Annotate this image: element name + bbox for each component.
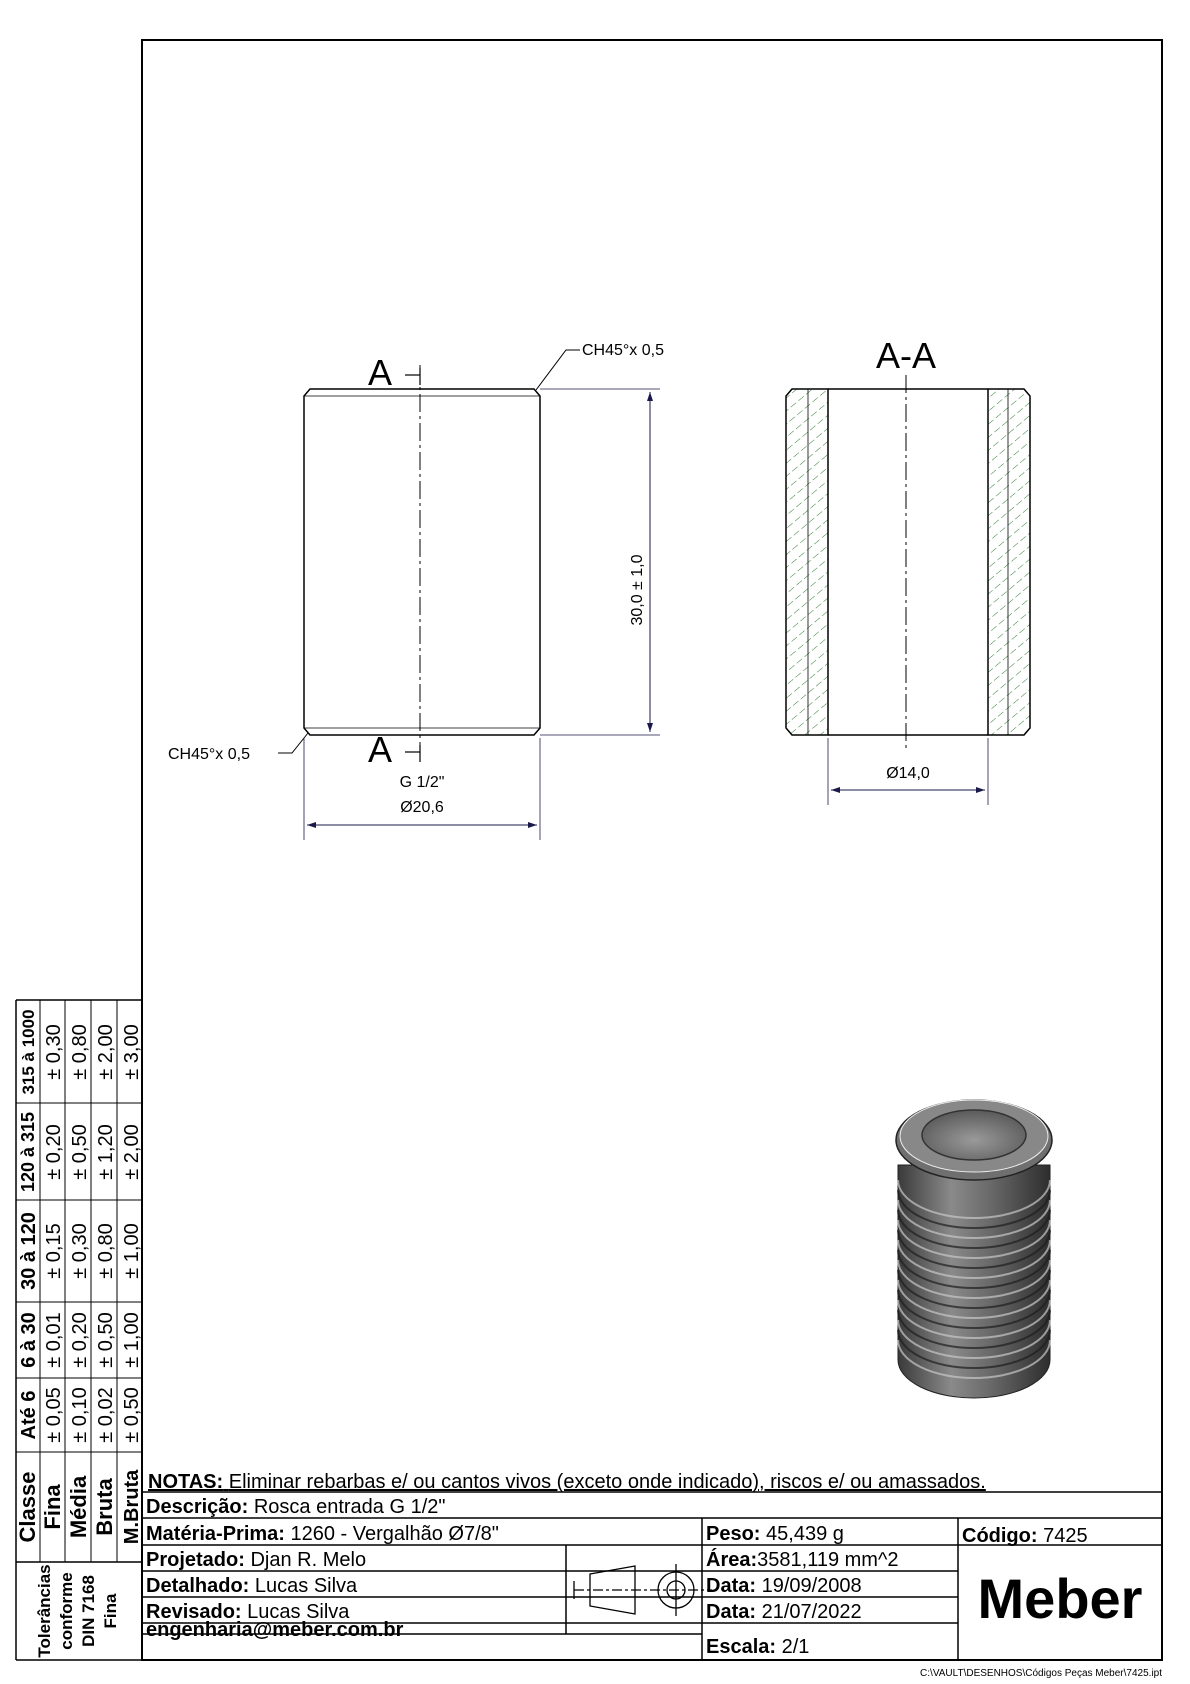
data-created-row: Data: 19/09/2008 — [706, 1575, 862, 1597]
tol-value: ± 0,80 — [95, 1223, 117, 1279]
tol-value: ± 0,10 — [69, 1387, 91, 1443]
notas-row: NOTAS: Eliminar rebarbas e/ ou cantos vivos (exceto onde indicado), riscos e/ ou amassados. — [148, 1471, 986, 1493]
tol-side-label-2: conforme — [57, 1572, 76, 1650]
tol-range-label: 315 à 1000 — [19, 1009, 38, 1095]
email-text: engenharia@meber.com.br — [146, 1619, 404, 1641]
peso-row: Peso: 45,439 g — [706, 1523, 844, 1545]
tol-value: ± 0,50 — [121, 1387, 143, 1443]
tol-value: ± 0,02 — [95, 1387, 117, 1443]
inner-diameter-text: Ø14,0 — [886, 765, 930, 782]
company-logo: Meber — [977, 1567, 1143, 1630]
tol-value: ± 2,00 — [121, 1124, 143, 1180]
tol-value: ± 3,00 — [121, 1024, 143, 1080]
tol-classe-header: Classe — [15, 1471, 40, 1543]
tol-side-label-3: DIN 7168 — [79, 1575, 98, 1647]
tol-side-label-1: Tolerâncias — [35, 1564, 54, 1658]
tol-value: ± 1,00 — [121, 1223, 143, 1279]
tol-value: ± 1,00 — [121, 1312, 143, 1368]
tol-value: ± 0,50 — [69, 1124, 91, 1180]
tol-value: ± 0,50 — [95, 1312, 117, 1368]
height-dim-text: 30,0 ± 1,0 — [629, 554, 646, 626]
escala-row: Escala: 2/1 — [706, 1636, 810, 1658]
section-title: A-A — [875, 335, 937, 376]
thread-label: G 1/2" — [399, 774, 445, 791]
projetado-row: Projetado: Djan R. Melo — [146, 1549, 367, 1571]
revisado-row: Revisado: Lucas Silva — [146, 1601, 350, 1623]
isometric-view — [896, 1100, 1052, 1398]
tol-value: ± 0,20 — [43, 1124, 65, 1180]
tol-range-label: 120 à 315 — [18, 1111, 38, 1193]
tol-value: ± 0,05 — [43, 1387, 65, 1443]
section-marker-bottom: A — [368, 729, 393, 770]
descricao-row: Descrição: Rosca entrada G 1/2" — [146, 1496, 446, 1518]
data-revised-row: Data: 21/07/2022 — [706, 1601, 862, 1623]
chamfer-bottom-label: CH45°x 0,5 — [168, 746, 250, 763]
codigo-row: Código: 7425 — [962, 1525, 1088, 1547]
file-path: C:\VAULT\DESENHOS\Códigos Peças Meber\7425.ipt — [920, 1668, 1162, 1679]
tol-value: ± 0,01 — [43, 1312, 65, 1368]
tol-range-label: Até 6 — [18, 1390, 40, 1440]
tol-value: ± 0,80 — [69, 1024, 91, 1080]
tol-class-fina: Fina — [40, 1484, 65, 1530]
tol-value: ± 2,00 — [95, 1024, 117, 1080]
tol-value: ± 1,20 — [95, 1124, 117, 1180]
tol-value: ± 0,15 — [43, 1223, 65, 1279]
tol-range-label: 30 à 120 — [18, 1212, 40, 1290]
tol-class-bruta: Bruta — [92, 1478, 117, 1536]
chamfer-top-label: CH45°x 0,5 — [582, 342, 664, 359]
section-view — [786, 335, 1030, 805]
front-view — [168, 342, 664, 840]
outer-diameter-text: Ø20,6 — [400, 799, 444, 816]
tol-class-mbruta: M.Bruta — [121, 1469, 143, 1545]
title-block — [142, 1471, 1162, 1679]
tol-side-label-4: Fina — [101, 1593, 120, 1629]
sheet-border — [142, 40, 1162, 1660]
tol-value: ± 0,30 — [43, 1024, 65, 1080]
section-marker-top: A — [368, 352, 393, 393]
tol-class-media: Média — [66, 1475, 91, 1539]
area-row: Área:3581,119 mm^2 — [706, 1549, 899, 1571]
materia-prima-row: Matéria-Prima: 1260 - Vergalhão Ø7/8" — [146, 1523, 499, 1545]
tol-range-label: 6 à 30 — [18, 1312, 40, 1368]
projection-symbol-icon — [574, 1564, 712, 1616]
tol-value: ± 0,30 — [69, 1223, 91, 1279]
tolerance-table — [15, 1000, 143, 1660]
detalhado-row: Detalhado: Lucas Silva — [146, 1575, 358, 1597]
tol-value: ± 0,20 — [69, 1312, 91, 1368]
